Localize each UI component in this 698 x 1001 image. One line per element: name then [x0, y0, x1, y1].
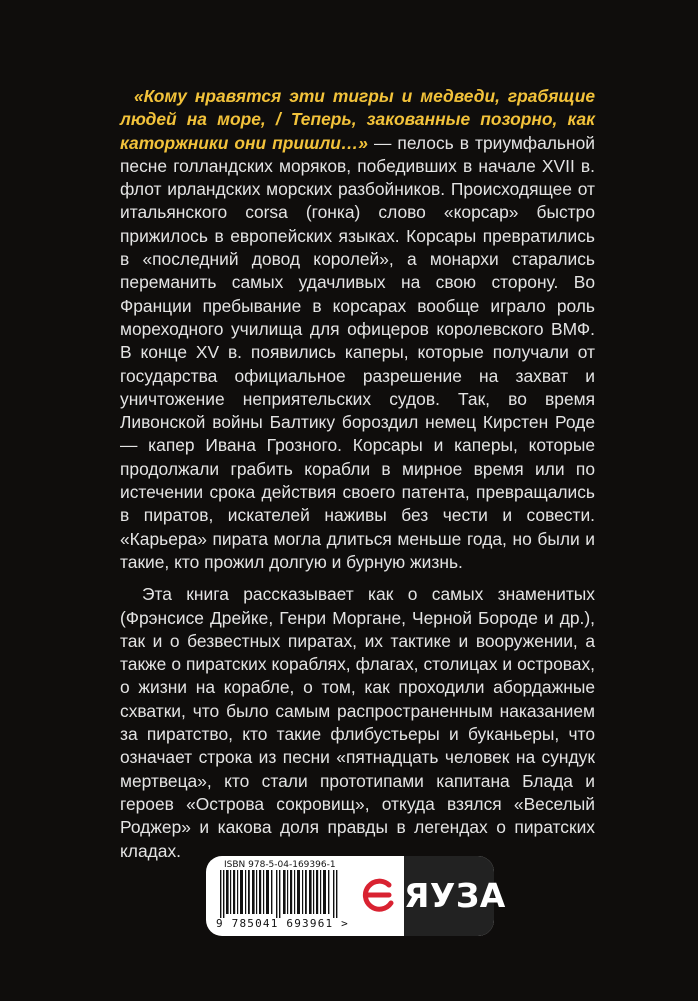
publisher-logo [404, 856, 506, 936]
quote-text: «Кому нравятся эти тигры и медведи, грабящие людей на море, / Теперь, закованные позорно, как каторжники они пришли…» [120, 86, 595, 153]
eksmo-logo-icon [358, 875, 400, 917]
isbn-label: ISBN 978-5-04-169396-1 [224, 860, 336, 870]
paragraph-1 [120, 85, 595, 574]
paragraph-2-text: Эта книга рассказывает как о самых знаменитых (Фрэнсисе Дрейке, Генри Моргане, Черной Бороде и др.), так и о безвестных пиратах, их тактике и вооружении, а также о пиратских кораблях, флагах, столицах и островах, о жизни на корабле, о том, как проходили абордажные схватки, что было самым распространенным наказанием за пиратство, кто такие флибустьеры и буканьеры, что означает строка из песни «пятнадцать человек на сундук мертвеца», кто стали прототипами капитана Блада и героев «Острова сокровищ», откуда взялся «Веселый Роджер» и какова доля правды в легендах о пиратских кладах. [120, 584, 595, 861]
paragraph-1-text: — пелось в триумфальной песне голландских моряков, победивших в начале XVII в. флот ирландских морских разбойников. Происходящее от итальянского corsa (гонка) слово «корсар» быстро прижилось в европейских языках. Корсары превратились в «последний довод королей», а монархи старались переманить самых удачливых на свою сторону. Во Франции пребывание в корсарах вообще играло роль мореходного училища для офицеров королевского ВМФ. В конце XV в. появились каперы, которые получали от государства официальное разрешение на захват и уничтожение неприятельских судов. Так, во время Ливонской войны Балтику бороздил немец Кирстен Роде — капер Ивана Грозного. Корсары и каперы, которые продолжали грабить корабли в мирное время или по истечении срока действия своего патента, превращались в пиратов, искателей наживы без чести и совести. «Карьера» пирата могла длиться меньше года, но были и такие, кто прожил долгую и бурную жизнь. [120, 132, 595, 572]
barcode-panel [206, 856, 506, 936]
barcode-number: 9 785041 693961 > [216, 917, 349, 930]
back-cover-text [120, 85, 595, 863]
barcode-icon [220, 870, 340, 918]
paragraph-2 [120, 583, 595, 863]
publisher-logo-text: ЯУЗА [404, 876, 506, 915]
